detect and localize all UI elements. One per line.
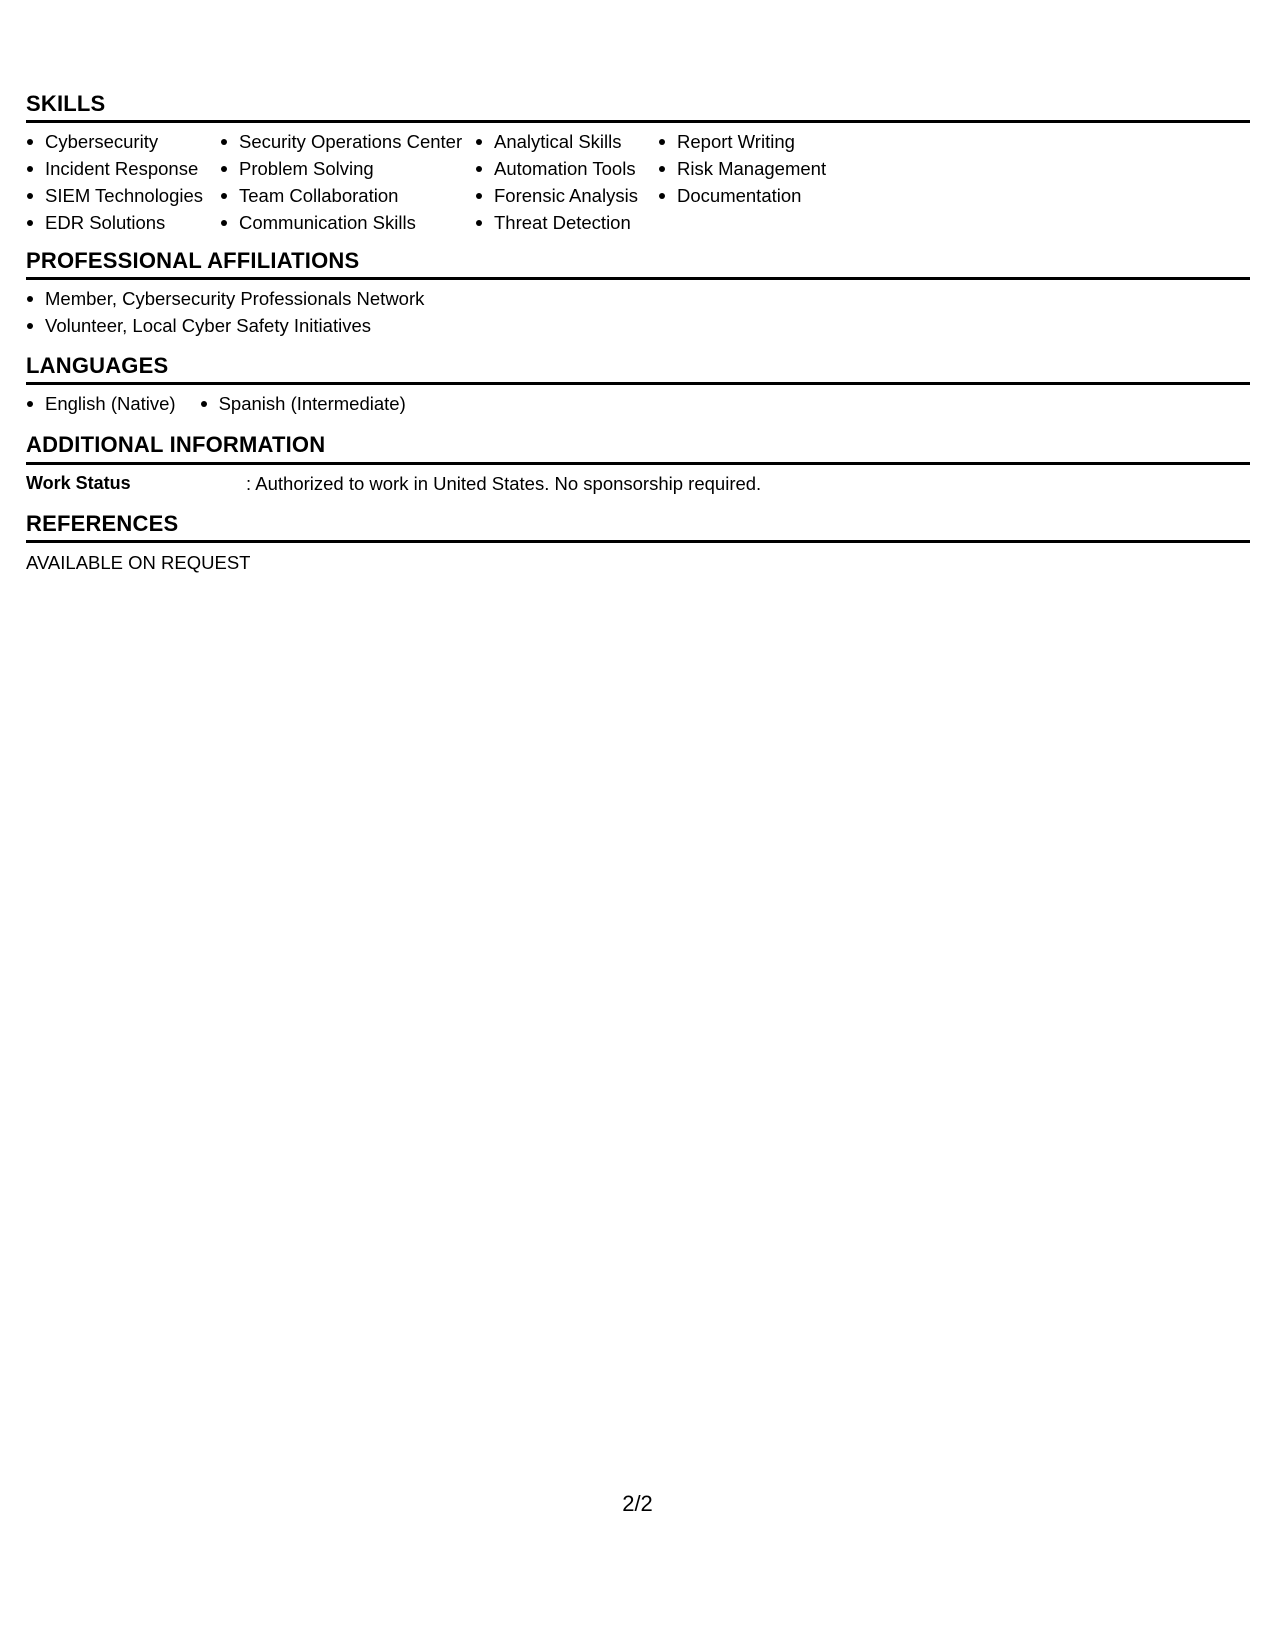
skill-item: Cybersecurity <box>26 128 203 155</box>
skill-item: Analytical Skills <box>475 128 638 155</box>
skills-divider <box>26 120 1250 123</box>
page-number: 2/2 <box>622 1491 653 1516</box>
skills-heading: SKILLS <box>26 91 106 116</box>
resume-page <box>26 0 1250 1650</box>
affiliation-item: Volunteer, Local Cyber Safety Initiatives <box>26 312 424 339</box>
skill-item: EDR Solutions <box>26 209 203 236</box>
references-heading: REFERENCES <box>26 511 179 536</box>
skill-item: SIEM Technologies <box>26 182 203 209</box>
skill-item: Problem Solving <box>220 155 462 182</box>
affiliations-heading: PROFESSIONAL AFFILIATIONS <box>26 248 360 273</box>
skills-column-3 <box>475 128 638 236</box>
references-divider <box>26 540 1250 543</box>
language-item: Spanish (Intermediate) <box>200 390 406 417</box>
skill-item: Threat Detection <box>475 209 638 236</box>
skill-item: Automation Tools <box>475 155 638 182</box>
skills-column-4 <box>658 128 826 209</box>
skill-item: Security Operations Center <box>220 128 462 155</box>
skill-item: Risk Management <box>658 155 826 182</box>
skill-item: Report Writing <box>658 128 826 155</box>
work-status-label: Work Status <box>26 473 131 493</box>
languages-heading: LANGUAGES <box>26 353 169 378</box>
languages-divider <box>26 382 1250 385</box>
skill-item: Forensic Analysis <box>475 182 638 209</box>
affiliations-list <box>26 285 424 339</box>
skill-item: Communication Skills <box>220 209 462 236</box>
work-status-value: : Authorized to work in United States. No sponsorship required. <box>246 473 762 494</box>
languages-list <box>26 390 430 417</box>
additional-info-divider <box>26 462 1250 465</box>
references-text: AVAILABLE ON REQUEST <box>26 552 251 573</box>
skills-column-2 <box>220 128 462 236</box>
affiliation-item: Member, Cybersecurity Professionals Network <box>26 285 424 312</box>
additional-info-heading: ADDITIONAL INFORMATION <box>26 432 326 457</box>
skill-item: Team Collaboration <box>220 182 462 209</box>
skill-item: Incident Response <box>26 155 203 182</box>
skill-item: Documentation <box>658 182 826 209</box>
language-item: English (Native) <box>26 390 176 417</box>
affiliations-divider <box>26 277 1250 280</box>
skills-column-1 <box>26 128 203 236</box>
